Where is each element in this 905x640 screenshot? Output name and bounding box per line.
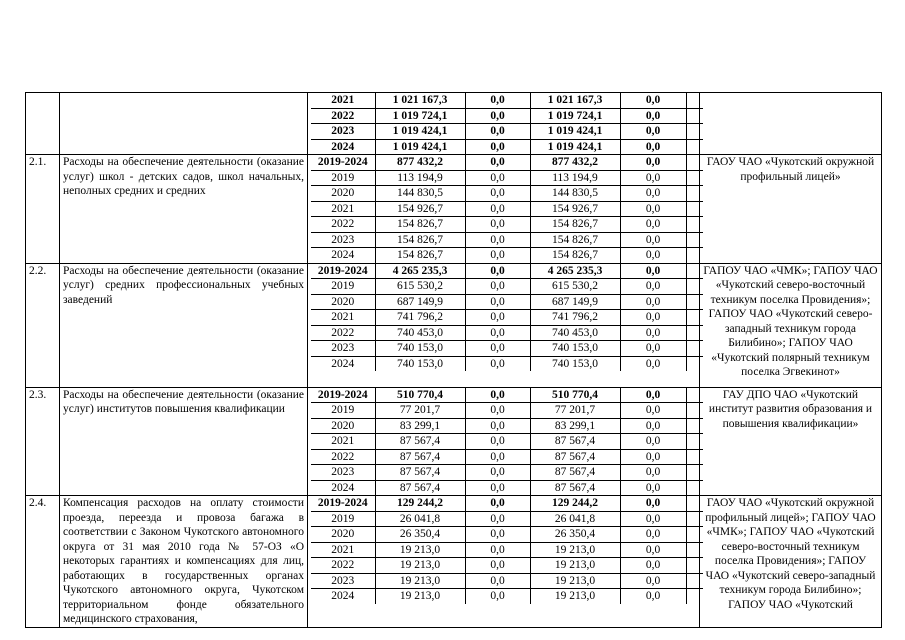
total-amount: 154 826,7 bbox=[375, 248, 465, 263]
regional-amount: 740 453,0 bbox=[530, 325, 620, 341]
year-row bbox=[311, 217, 703, 233]
year-cell: 2022 bbox=[311, 108, 375, 124]
total-amount: 87 567,4 bbox=[375, 434, 465, 450]
total-amount: 26 041,8 bbox=[375, 511, 465, 527]
year-cell: 2020 bbox=[311, 527, 375, 543]
year-row bbox=[311, 201, 703, 217]
regional-amount: 26 041,8 bbox=[530, 511, 620, 527]
other-amount: 0,0 bbox=[620, 527, 686, 543]
other-amount: 0,0 bbox=[620, 418, 686, 434]
year-row bbox=[311, 279, 703, 295]
federal-amount: 0,0 bbox=[465, 201, 530, 217]
regional-amount: 19 213,0 bbox=[530, 589, 620, 604]
funding-by-year bbox=[308, 496, 700, 628]
federal-amount: 0,0 bbox=[465, 264, 530, 279]
year-cell: 2023 bbox=[311, 124, 375, 140]
federal-amount: 0,0 bbox=[465, 449, 530, 465]
federal-amount: 0,0 bbox=[465, 418, 530, 434]
total-amount: 1 019 424,1 bbox=[375, 124, 465, 140]
year-row bbox=[311, 170, 703, 186]
federal-amount: 0,0 bbox=[465, 310, 530, 326]
year-cell: 2024 bbox=[311, 589, 375, 604]
total-amount: 154 826,7 bbox=[375, 232, 465, 248]
year-row bbox=[311, 155, 703, 170]
total-amount: 19 213,0 bbox=[375, 558, 465, 574]
federal-amount: 0,0 bbox=[465, 465, 530, 481]
item-description: Расходы на обеспечение деятельности (оказание услуг) институтов повышения квалификации bbox=[60, 387, 308, 496]
other-amount: 0,0 bbox=[620, 264, 686, 279]
year-cell: 2024 bbox=[311, 480, 375, 495]
regional-amount: 144 830,5 bbox=[530, 186, 620, 202]
regional-amount: 740 153,0 bbox=[530, 356, 620, 371]
total-amount: 19 213,0 bbox=[375, 589, 465, 604]
year-cell: 2023 bbox=[311, 232, 375, 248]
total-amount: 83 299,1 bbox=[375, 418, 465, 434]
total-amount: 113 194,9 bbox=[375, 170, 465, 186]
regional-amount: 87 567,4 bbox=[530, 480, 620, 495]
year-cell: 2020 bbox=[311, 294, 375, 310]
federal-amount: 0,0 bbox=[465, 217, 530, 233]
federal-amount: 0,0 bbox=[465, 542, 530, 558]
year-row bbox=[311, 403, 703, 419]
other-amount: 0,0 bbox=[620, 434, 686, 450]
regional-amount: 1 019 724,1 bbox=[530, 108, 620, 124]
year-row bbox=[311, 558, 703, 574]
year-cell: 2024 bbox=[311, 248, 375, 263]
year-row bbox=[311, 418, 703, 434]
year-row bbox=[311, 573, 703, 589]
federal-amount: 0,0 bbox=[465, 108, 530, 124]
item-description: Расходы на обеспечение деятельности (оказание услуг) школ - детских садов, школ начальных, неполных средних и средних bbox=[60, 155, 308, 264]
federal-amount: 0,0 bbox=[465, 124, 530, 140]
year-row bbox=[311, 310, 703, 326]
program-funding-table bbox=[25, 92, 882, 628]
table-row bbox=[26, 155, 882, 264]
federal-amount: 0,0 bbox=[465, 558, 530, 574]
year-values-table bbox=[311, 388, 703, 496]
federal-amount: 0,0 bbox=[465, 232, 530, 248]
total-amount: 19 213,0 bbox=[375, 573, 465, 589]
other-amount: 0,0 bbox=[620, 403, 686, 419]
year-cell: 2024 bbox=[311, 139, 375, 154]
federal-amount: 0,0 bbox=[465, 186, 530, 202]
other-amount: 0,0 bbox=[620, 388, 686, 403]
item-description: Расходы на обеспечение деятельности (оказание услуг) средних профессиональных учебных заведений bbox=[60, 263, 308, 387]
year-cell: 2022 bbox=[311, 325, 375, 341]
total-amount: 129 244,2 bbox=[375, 496, 465, 511]
year-row bbox=[311, 589, 703, 604]
funding-by-year bbox=[308, 93, 700, 155]
executor: ГАОУ ЧАО «Чукотский окружной профильный лицей» bbox=[700, 155, 882, 264]
other-amount: 0,0 bbox=[620, 124, 686, 140]
regional-amount: 4 265 235,3 bbox=[530, 264, 620, 279]
federal-amount: 0,0 bbox=[465, 341, 530, 357]
year-cell: 2021 bbox=[311, 201, 375, 217]
regional-amount: 877 432,2 bbox=[530, 155, 620, 170]
year-cell: 2019 bbox=[311, 170, 375, 186]
year-cell: 2019 bbox=[311, 279, 375, 295]
federal-amount: 0,0 bbox=[465, 279, 530, 295]
regional-amount: 129 244,2 bbox=[530, 496, 620, 511]
regional-amount: 87 567,4 bbox=[530, 449, 620, 465]
total-amount: 1 019 424,1 bbox=[375, 139, 465, 154]
total-amount: 87 567,4 bbox=[375, 449, 465, 465]
year-row bbox=[311, 480, 703, 495]
federal-amount: 0,0 bbox=[465, 356, 530, 371]
year-row bbox=[311, 186, 703, 202]
item-number: 2.2. bbox=[26, 263, 60, 387]
total-amount: 19 213,0 bbox=[375, 542, 465, 558]
year-cell: 2019-2024 bbox=[311, 155, 375, 170]
year-row bbox=[311, 325, 703, 341]
other-amount: 0,0 bbox=[620, 341, 686, 357]
year-cell: 2019 bbox=[311, 511, 375, 527]
other-amount: 0,0 bbox=[620, 108, 686, 124]
funding-by-year bbox=[308, 155, 700, 264]
federal-amount: 0,0 bbox=[465, 93, 530, 108]
executor bbox=[700, 93, 882, 155]
year-row bbox=[311, 232, 703, 248]
year-cell: 2019-2024 bbox=[311, 388, 375, 403]
federal-amount: 0,0 bbox=[465, 248, 530, 263]
regional-amount: 1 019 424,1 bbox=[530, 124, 620, 140]
regional-amount: 19 213,0 bbox=[530, 573, 620, 589]
executor: ГАУ ДПО ЧАО «Чукотский институт развития образования и повышения квалификации» bbox=[700, 387, 882, 496]
year-row bbox=[311, 356, 703, 371]
total-amount: 510 770,4 bbox=[375, 388, 465, 403]
federal-amount: 0,0 bbox=[465, 527, 530, 543]
year-row bbox=[311, 139, 703, 154]
other-amount: 0,0 bbox=[620, 155, 686, 170]
regional-amount: 19 213,0 bbox=[530, 558, 620, 574]
executor: ГАОУ ЧАО «Чукотский окружной профильный лицей»; ГАПОУ ЧАО «ЧМК»; ГАПОУ ЧАО «Чукотский северо-восточный техникум поселка Провидения»; ГАПОУ ЧАО «Чукотский северо-западный техникум города Билибино»; ГАПОУ ЧАО «Чукотский bbox=[700, 496, 882, 628]
year-cell: 2023 bbox=[311, 341, 375, 357]
federal-amount: 0,0 bbox=[465, 155, 530, 170]
total-amount: 4 265 235,3 bbox=[375, 264, 465, 279]
federal-amount: 0,0 bbox=[465, 496, 530, 511]
year-row bbox=[311, 124, 703, 140]
total-amount: 740 153,0 bbox=[375, 356, 465, 371]
year-cell: 2023 bbox=[311, 465, 375, 481]
federal-amount: 0,0 bbox=[465, 294, 530, 310]
other-amount: 0,0 bbox=[620, 542, 686, 558]
regional-amount: 1 019 424,1 bbox=[530, 139, 620, 154]
other-amount: 0,0 bbox=[620, 93, 686, 108]
executor: ГАПОУ ЧАО «ЧМК»; ГАПОУ ЧАО «Чукотский северо-восточный техникум поселка Провидения»; ГАПОУ ЧАО «Чукотский северо-западный техникум города Билибино»; ГАПОУ ЧАО «Чукотский полярный техникум поселка Эгвекинот» bbox=[700, 263, 882, 387]
total-amount: 87 567,4 bbox=[375, 480, 465, 495]
total-amount: 687 149,9 bbox=[375, 294, 465, 310]
other-amount: 0,0 bbox=[620, 325, 686, 341]
table-row bbox=[26, 93, 882, 155]
federal-amount: 0,0 bbox=[465, 403, 530, 419]
federal-amount: 0,0 bbox=[465, 325, 530, 341]
year-row bbox=[311, 388, 703, 403]
other-amount: 0,0 bbox=[620, 573, 686, 589]
other-amount: 0,0 bbox=[620, 449, 686, 465]
regional-amount: 87 567,4 bbox=[530, 434, 620, 450]
other-amount: 0,0 bbox=[620, 279, 686, 295]
regional-amount: 1 021 167,3 bbox=[530, 93, 620, 108]
other-amount: 0,0 bbox=[620, 232, 686, 248]
regional-amount: 83 299,1 bbox=[530, 418, 620, 434]
regional-amount: 510 770,4 bbox=[530, 388, 620, 403]
year-row bbox=[311, 341, 703, 357]
other-amount: 0,0 bbox=[620, 356, 686, 371]
year-row bbox=[311, 527, 703, 543]
year-cell: 2021 bbox=[311, 310, 375, 326]
item-description bbox=[60, 93, 308, 155]
item-number: 2.4. bbox=[26, 496, 60, 628]
year-values-table bbox=[311, 496, 703, 604]
regional-amount: 77 201,7 bbox=[530, 403, 620, 419]
year-row bbox=[311, 434, 703, 450]
total-amount: 77 201,7 bbox=[375, 403, 465, 419]
year-cell: 2019-2024 bbox=[311, 264, 375, 279]
other-amount: 0,0 bbox=[620, 480, 686, 495]
year-values-table bbox=[311, 93, 703, 154]
other-amount: 0,0 bbox=[620, 186, 686, 202]
table-row bbox=[26, 263, 882, 387]
year-row bbox=[311, 93, 703, 108]
year-values-table bbox=[311, 264, 703, 372]
total-amount: 144 830,5 bbox=[375, 186, 465, 202]
table-row bbox=[26, 387, 882, 496]
other-amount: 0,0 bbox=[620, 558, 686, 574]
regional-amount: 113 194,9 bbox=[530, 170, 620, 186]
table-body bbox=[26, 93, 882, 628]
total-amount: 741 796,2 bbox=[375, 310, 465, 326]
regional-amount: 19 213,0 bbox=[530, 542, 620, 558]
item-description: Компенсация расходов на оплату стоимости проезда, переезда и провоза багажа в соответствии с Законом Чукотского автономного округа от 31 мая 2010 года № 57-ОЗ «О некоторых гарантиях и компенсациях для лиц, работающих в государственных органах Чукотского автономного округа, Чукотском территориальном фонде обязательного медицинского страхования, bbox=[60, 496, 308, 628]
total-amount: 877 432,2 bbox=[375, 155, 465, 170]
regional-amount: 741 796,2 bbox=[530, 310, 620, 326]
total-amount: 26 350,4 bbox=[375, 527, 465, 543]
regional-amount: 154 926,7 bbox=[530, 201, 620, 217]
year-values-table bbox=[311, 155, 703, 263]
year-row bbox=[311, 449, 703, 465]
year-cell: 2020 bbox=[311, 418, 375, 434]
year-row bbox=[311, 511, 703, 527]
item-number: 2.1. bbox=[26, 155, 60, 264]
funding-by-year bbox=[308, 263, 700, 387]
other-amount: 0,0 bbox=[620, 170, 686, 186]
year-row bbox=[311, 465, 703, 481]
federal-amount: 0,0 bbox=[465, 511, 530, 527]
year-row bbox=[311, 496, 703, 511]
year-row bbox=[311, 108, 703, 124]
total-amount: 87 567,4 bbox=[375, 465, 465, 481]
year-row bbox=[311, 248, 703, 263]
regional-amount: 26 350,4 bbox=[530, 527, 620, 543]
year-cell: 2019 bbox=[311, 403, 375, 419]
other-amount: 0,0 bbox=[620, 310, 686, 326]
total-amount: 154 826,7 bbox=[375, 217, 465, 233]
total-amount: 1 019 724,1 bbox=[375, 108, 465, 124]
other-amount: 0,0 bbox=[620, 589, 686, 604]
total-amount: 740 453,0 bbox=[375, 325, 465, 341]
federal-amount: 0,0 bbox=[465, 139, 530, 154]
regional-amount: 687 149,9 bbox=[530, 294, 620, 310]
item-number: 2.3. bbox=[26, 387, 60, 496]
total-amount: 154 926,7 bbox=[375, 201, 465, 217]
other-amount: 0,0 bbox=[620, 511, 686, 527]
other-amount: 0,0 bbox=[620, 496, 686, 511]
year-cell: 2019-2024 bbox=[311, 496, 375, 511]
year-cell: 2022 bbox=[311, 449, 375, 465]
year-cell: 2021 bbox=[311, 93, 375, 108]
federal-amount: 0,0 bbox=[465, 434, 530, 450]
federal-amount: 0,0 bbox=[465, 589, 530, 604]
year-row bbox=[311, 542, 703, 558]
regional-amount: 154 826,7 bbox=[530, 248, 620, 263]
funding-by-year bbox=[308, 387, 700, 496]
regional-amount: 154 826,7 bbox=[530, 232, 620, 248]
other-amount: 0,0 bbox=[620, 248, 686, 263]
federal-amount: 0,0 bbox=[465, 480, 530, 495]
other-amount: 0,0 bbox=[620, 294, 686, 310]
federal-amount: 0,0 bbox=[465, 388, 530, 403]
regional-amount: 740 153,0 bbox=[530, 341, 620, 357]
other-amount: 0,0 bbox=[620, 465, 686, 481]
item-number bbox=[26, 93, 60, 155]
regional-amount: 615 530,2 bbox=[530, 279, 620, 295]
other-amount: 0,0 bbox=[620, 201, 686, 217]
year-cell: 2023 bbox=[311, 573, 375, 589]
total-amount: 615 530,2 bbox=[375, 279, 465, 295]
total-amount: 740 153,0 bbox=[375, 341, 465, 357]
year-cell: 2022 bbox=[311, 217, 375, 233]
regional-amount: 154 826,7 bbox=[530, 217, 620, 233]
regional-amount: 87 567,4 bbox=[530, 465, 620, 481]
year-cell: 2021 bbox=[311, 542, 375, 558]
other-amount: 0,0 bbox=[620, 139, 686, 154]
year-cell: 2022 bbox=[311, 558, 375, 574]
year-cell: 2020 bbox=[311, 186, 375, 202]
year-row bbox=[311, 264, 703, 279]
year-cell: 2024 bbox=[311, 356, 375, 371]
federal-amount: 0,0 bbox=[465, 573, 530, 589]
total-amount: 1 021 167,3 bbox=[375, 93, 465, 108]
table-row bbox=[26, 496, 882, 628]
year-cell: 2021 bbox=[311, 434, 375, 450]
federal-amount: 0,0 bbox=[465, 170, 530, 186]
year-row bbox=[311, 294, 703, 310]
other-amount: 0,0 bbox=[620, 217, 686, 233]
